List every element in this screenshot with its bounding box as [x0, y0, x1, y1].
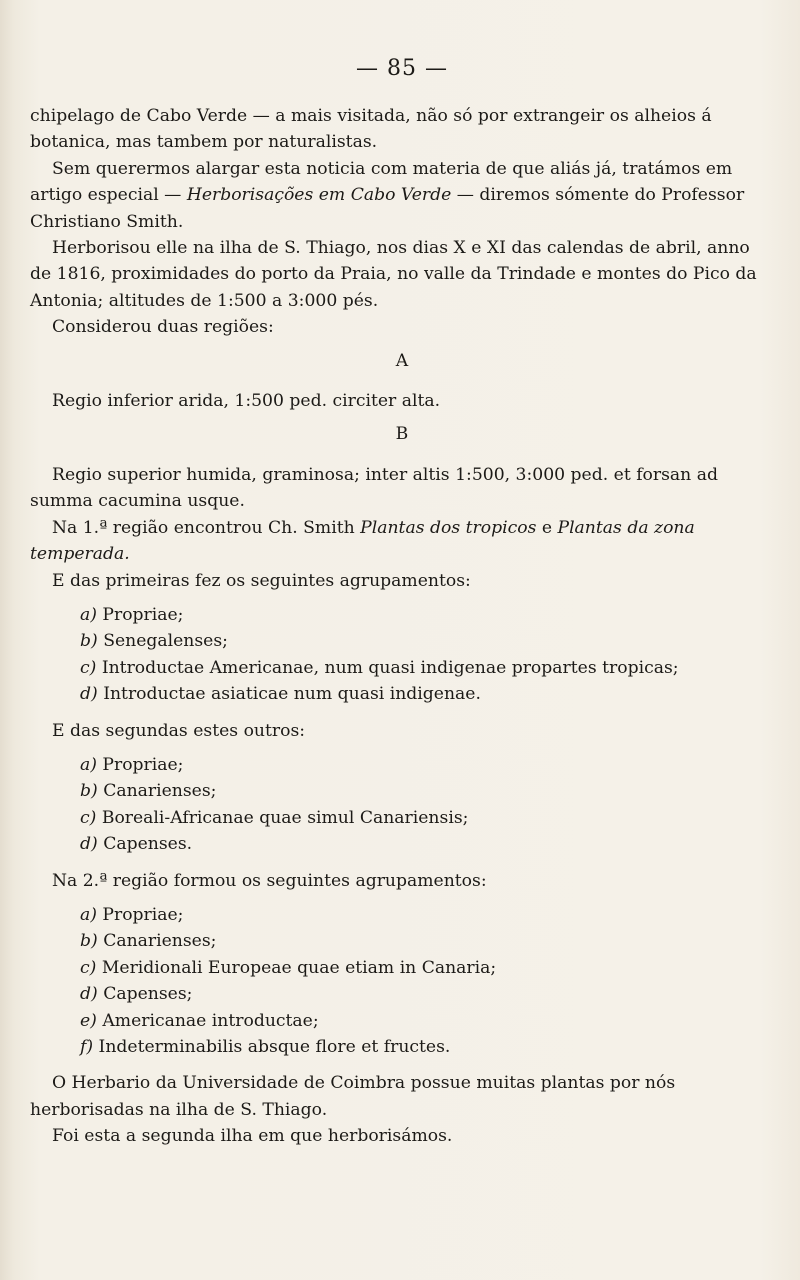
paragraph-7 — [30, 515, 774, 568]
list-text: Introductae asiaticae num quasi indigenae. — [103, 684, 481, 705]
page-number: — 85 — — [356, 56, 448, 81]
list-text: Propriae; — [102, 604, 184, 625]
paragraph-7-mid: e — [536, 517, 558, 538]
list-tropical-groups — [30, 602, 774, 708]
paragraph-3: Herborisou elle na ilha de S. Thiago, nos dias X e XI das calendas de abril, anno de 1816, proximidades do porto da Praia, no valle da Trindade e montes do Pico da Antonia; altitudes de 1:500 a 3:000 pés. — [30, 238, 757, 311]
paragraph-11: O Herbario da Universidade de Coimbra possue muitas plantas por nós herborisadas na ilha de S. Thiago. — [30, 1073, 676, 1120]
list-letter: d) — [80, 984, 98, 1005]
paragraph-7-start: Na 1.ª região encontrou Ch. Smith — [52, 517, 361, 538]
list-item — [80, 831, 774, 857]
list-item — [80, 805, 774, 831]
list-item — [80, 1008, 774, 1034]
list-text: Propriae; — [102, 754, 184, 775]
list-letter: a) — [80, 604, 97, 625]
paragraph-9: E das segundas estes outros: — [52, 720, 306, 741]
list-letter: b) — [80, 781, 98, 802]
list-letter: c) — [80, 807, 97, 828]
paragraph-5: Regio inferior arida, 1:500 ped. circiter alta. — [52, 391, 441, 412]
list-letter: c) — [80, 657, 97, 678]
paragraph-7-italic-1: Plantas dos tropicos — [360, 517, 537, 538]
list-text: Introductae Americanae, num quasi indigenae propartes tropicas; — [101, 657, 679, 678]
list-text: Americanae introductae; — [102, 1010, 319, 1031]
list-text: Canarienses; — [103, 931, 217, 952]
list-letter: b) — [80, 631, 98, 652]
list-item — [80, 778, 774, 804]
list-text: Propriae; — [102, 904, 184, 925]
list-item — [80, 752, 774, 778]
list-text: Meridionali Europeae quae etiam in Canaria; — [101, 957, 497, 978]
list-temperate-groups — [30, 752, 774, 858]
list-item — [80, 628, 774, 654]
paragraph-7-italic-2: Plantas da zona temperada. — [30, 517, 695, 565]
list-letter: c) — [80, 957, 97, 978]
list-item — [80, 981, 774, 1007]
list-item — [80, 902, 774, 928]
paragraph-1: chipelago de Cabo Verde — a mais visitada, não só por extrangeir os alheios á botanica, mas tambem por naturalistas. — [30, 106, 712, 153]
list-text: Boreali-Africanae quae simul Canariensis; — [101, 807, 469, 828]
list-text: Indeterminabilis absque flore et fructes. — [98, 1037, 451, 1057]
paragraph-12: Foi esta a segunda ilha em que herborisámos. — [52, 1126, 453, 1147]
list-letter: f) — [80, 1037, 94, 1057]
list-letter: d) — [80, 684, 98, 705]
list-second-region-groups — [30, 902, 774, 1060]
list-item — [80, 681, 774, 707]
list-text: Canarienses; — [103, 781, 217, 802]
paragraph-2-title: Herborisações em Cabo Verde — [186, 185, 452, 206]
list-letter: b) — [80, 931, 98, 952]
paragraph-2 — [30, 156, 774, 235]
list-item — [80, 655, 774, 681]
paragraph-10: Na 2.ª região formou os seguintes agrupamentos: — [52, 870, 487, 891]
list-letter: d) — [80, 834, 98, 855]
list-text: Capenses; — [103, 984, 193, 1005]
list-letter: a) — [80, 904, 97, 925]
list-text: Senegalenses; — [103, 631, 228, 652]
paragraph-8: E das primeiras fez os seguintes agrupamentos: — [52, 570, 471, 591]
paragraph-2-end: — diremos sómente do Professor Christiano Smith. — [30, 185, 745, 232]
heading-a: A — [395, 350, 409, 371]
list-text: Capenses. — [103, 834, 193, 855]
paragraph-4: Considerou duas regiões: — [52, 317, 274, 338]
paragraph-6: Regio superior humida, graminosa; inter altis 1:500, 3:000 ped. et forsan ad summa cacumina usque. — [30, 464, 718, 512]
list-item — [80, 928, 774, 954]
body-text — [30, 103, 774, 1150]
paragraph-2-start: Sem querermos alargar esta noticia com materia de que aliás já, tratámos em artigo especial — — [30, 158, 733, 206]
list-letter: e) — [80, 1010, 97, 1031]
list-item — [80, 602, 774, 628]
list-letter: a) — [80, 754, 97, 775]
heading-b: B — [395, 424, 409, 445]
list-item — [80, 1034, 774, 1060]
list-item — [80, 955, 774, 981]
